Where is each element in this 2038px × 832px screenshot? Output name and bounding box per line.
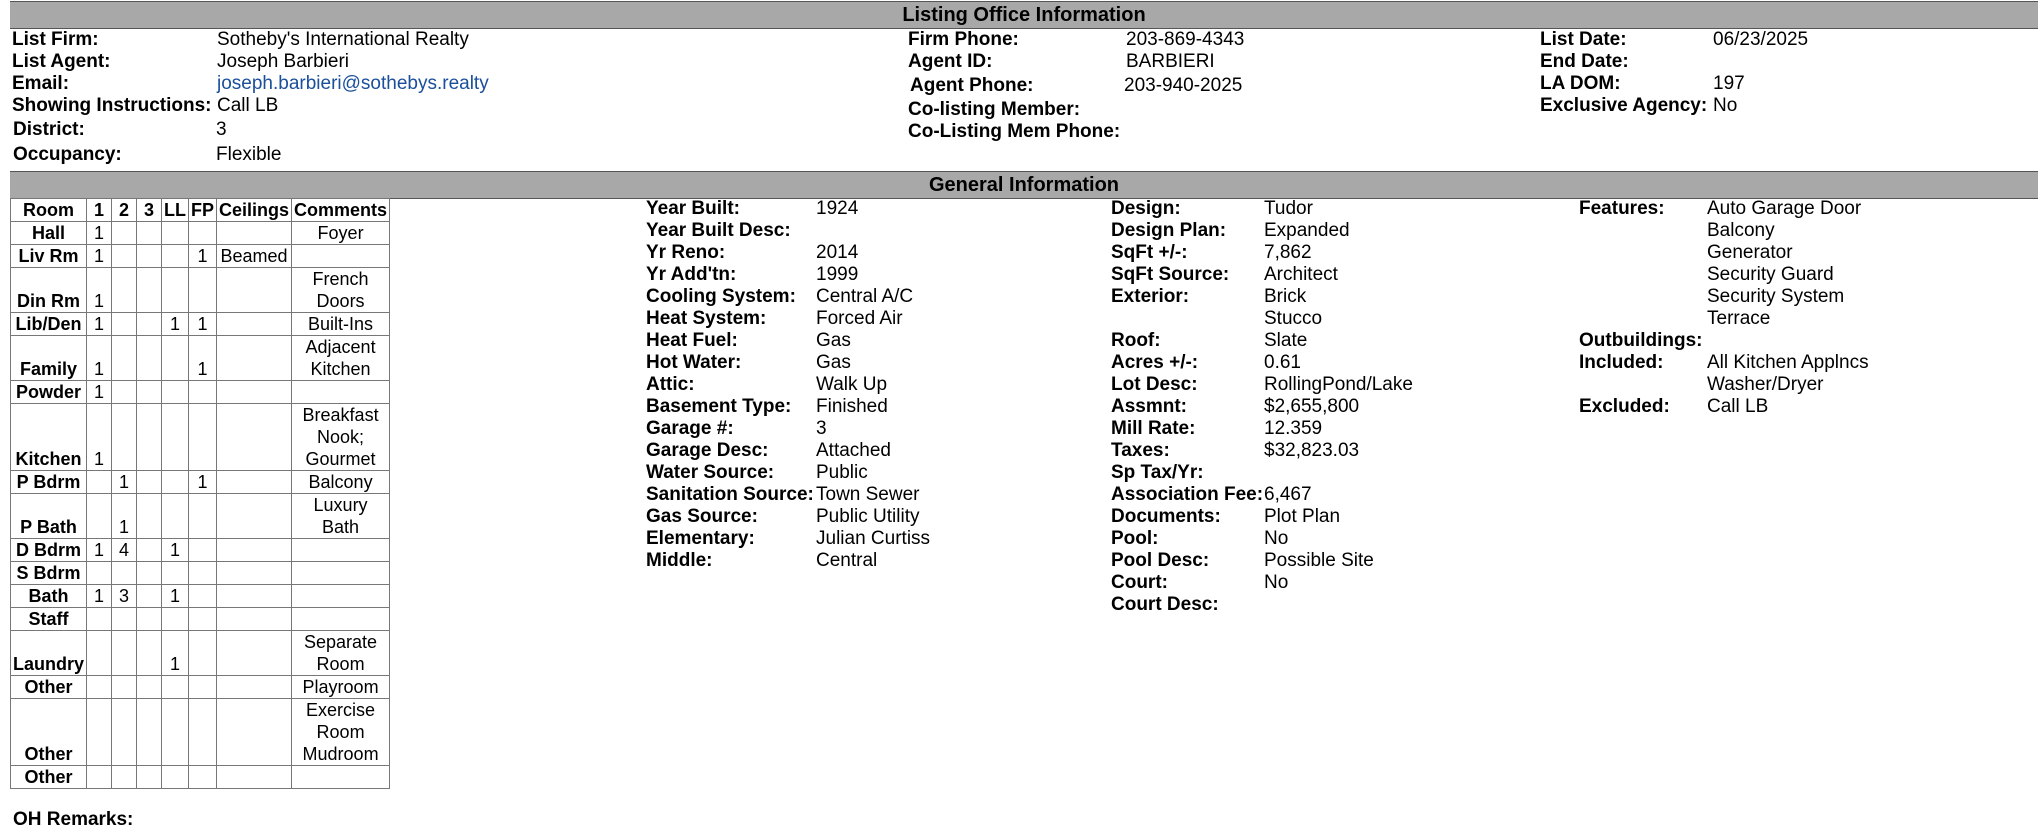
table-row (11, 404, 390, 471)
cell-level-1: 1 (87, 336, 112, 381)
cell-fireplace (189, 404, 217, 471)
field-label: SqFt +/-: (1111, 242, 1188, 263)
cell-level-2 (112, 608, 137, 631)
field-label: Cooling System: (646, 286, 796, 307)
cell-lower-level: 1 (162, 631, 189, 676)
cell-comments: Breakfast Nook; Gourmet (292, 404, 390, 471)
oh-remarks-label: OH Remarks: (13, 809, 134, 830)
cell-room: Lib/Den (11, 313, 87, 336)
field-label: Hot Water: (646, 352, 742, 373)
cell-level-3 (137, 631, 162, 676)
cell-level-1: 1 (87, 539, 112, 562)
cell-ceilings (217, 608, 292, 631)
cell-fireplace (189, 766, 217, 789)
firm-phone-label: Firm Phone: (908, 29, 1019, 50)
cell-lower-level (162, 268, 189, 313)
cell-fireplace (189, 608, 217, 631)
cell-room: Hall (11, 222, 87, 245)
field-label: Exterior: (1111, 286, 1190, 307)
cell-room: Din Rm (11, 268, 87, 313)
cell-ceilings (217, 404, 292, 471)
cell-level-3 (137, 222, 162, 245)
cell-level-2 (112, 562, 137, 585)
cell-level-2 (112, 381, 137, 404)
table-row (11, 608, 390, 631)
field-value: Generator (1707, 242, 1793, 263)
cell-fireplace (189, 676, 217, 699)
field-value: 7,862 (1264, 242, 1312, 263)
table-row (11, 539, 390, 562)
col-header-ceilings: Ceilings (217, 199, 292, 222)
field-value: Security System (1707, 286, 1845, 307)
field-label: Taxes: (1111, 440, 1170, 461)
cell-level-3 (137, 494, 162, 539)
cell-level-1 (87, 676, 112, 699)
field-value: No (1264, 528, 1289, 549)
cell-level-3 (137, 268, 162, 313)
col-header-comments: Comments (292, 199, 390, 222)
cell-level-1 (87, 471, 112, 494)
field-value: Brick (1264, 286, 1307, 307)
cell-level-1: 1 (87, 313, 112, 336)
field-value: 2014 (816, 242, 859, 263)
field-label: Court: (1111, 572, 1168, 593)
cell-lower-level (162, 676, 189, 699)
email-label: Email: (12, 73, 70, 94)
cell-level-1: 1 (87, 222, 112, 245)
cell-comments: Balcony (292, 471, 390, 494)
rooms-table (10, 198, 390, 789)
exclusive-agency-value: No (1713, 95, 1738, 116)
cell-level-2: 1 (112, 494, 137, 539)
email-link[interactable]: joseph.barbieri@sothebys.realty (217, 73, 489, 94)
cell-comments (292, 539, 390, 562)
cell-comments: French Doors (292, 268, 390, 313)
occupancy-label: Occupancy: (13, 144, 122, 165)
cell-lower-level (162, 245, 189, 268)
cell-comments (292, 585, 390, 608)
cell-level-1 (87, 562, 112, 585)
cell-level-2 (112, 631, 137, 676)
occupancy-value: Flexible (216, 144, 282, 165)
listing-office-header: Listing Office Information (10, 1, 2038, 29)
col-header-level-2: 2 (112, 199, 137, 222)
field-label: Lot Desc: (1111, 374, 1198, 395)
table-row (11, 585, 390, 608)
agent-id-label: Agent ID: (908, 51, 993, 72)
firm-phone-value: 203-869-4343 (1126, 29, 1245, 50)
field-value: Terrace (1707, 308, 1771, 329)
field-label: Documents: (1111, 506, 1221, 527)
agent-phone-label: Agent Phone: (910, 75, 1034, 96)
cell-ceilings (217, 539, 292, 562)
cell-room: Other (11, 766, 87, 789)
field-value: $2,655,800 (1264, 396, 1360, 417)
field-label: Court Desc: (1111, 594, 1219, 615)
field-value: 3 (816, 418, 827, 439)
field-value: Balcony (1707, 220, 1775, 241)
field-label: Yr Add'tn: (646, 264, 737, 285)
field-label: Yr Reno: (646, 242, 726, 263)
cell-comments (292, 381, 390, 404)
col-header-lower-level: LL (162, 199, 189, 222)
cell-comments: Exercise Room Mudroom (292, 699, 390, 766)
cell-ceilings (217, 471, 292, 494)
exclusive-agency-label: Exclusive Agency: (1540, 95, 1708, 116)
table-row (11, 245, 390, 268)
cell-ceilings (217, 313, 292, 336)
cell-comments: Foyer (292, 222, 390, 245)
field-value: Central (816, 550, 878, 571)
field-value: 12.359 (1264, 418, 1323, 439)
list-agent-label: List Agent: (12, 51, 111, 72)
field-label: Heat System: (646, 308, 767, 329)
la-dom-value: 197 (1713, 73, 1745, 94)
cell-room: Bath (11, 585, 87, 608)
cell-level-1: 1 (87, 381, 112, 404)
cell-level-2: 4 (112, 539, 137, 562)
field-label: Acres +/-: (1111, 352, 1199, 373)
field-label: Roof: (1111, 330, 1161, 351)
cell-level-2: 3 (112, 585, 137, 608)
cell-fireplace: 1 (189, 336, 217, 381)
cell-level-3 (137, 404, 162, 471)
cell-ceilings (217, 699, 292, 766)
cell-fireplace (189, 699, 217, 766)
table-row (11, 494, 390, 539)
col-header-level-3: 3 (137, 199, 162, 222)
cell-level-2: 1 (112, 471, 137, 494)
cell-lower-level (162, 608, 189, 631)
col-header-room: Room (11, 199, 87, 222)
list-agent-value: Joseph Barbieri (217, 51, 350, 72)
cell-comments (292, 608, 390, 631)
cell-fireplace (189, 494, 217, 539)
cell-level-1 (87, 631, 112, 676)
cell-level-2 (112, 268, 137, 313)
field-value: 6,467 (1264, 484, 1312, 505)
col-header-level-1: 1 (87, 199, 112, 222)
cell-room: D Bdrm (11, 539, 87, 562)
table-row (11, 222, 390, 245)
field-label: Association Fee: (1111, 484, 1264, 505)
field-label: Mill Rate: (1111, 418, 1196, 439)
field-label: Design: (1111, 198, 1181, 219)
cell-comments: Luxury Bath (292, 494, 390, 539)
cell-level-3 (137, 313, 162, 336)
cell-room: P Bath (11, 494, 87, 539)
field-label: Assmnt: (1111, 396, 1188, 417)
field-value: Walk Up (816, 374, 888, 395)
showing-instructions-label: Showing Instructions: (12, 95, 212, 116)
cell-level-1 (87, 494, 112, 539)
field-value: Central A/C (816, 286, 914, 307)
general-information-header: General Information (10, 171, 2038, 199)
cell-level-3 (137, 676, 162, 699)
field-label: Garage #: (646, 418, 734, 439)
cell-fireplace (189, 381, 217, 404)
field-label: Garage Desc: (646, 440, 769, 461)
cell-level-3 (137, 562, 162, 585)
cell-level-2 (112, 336, 137, 381)
cell-fireplace (189, 585, 217, 608)
field-value: Forced Air (816, 308, 903, 329)
cell-ceilings (217, 381, 292, 404)
field-label: SqFt Source: (1111, 264, 1230, 285)
cell-fireplace (189, 631, 217, 676)
table-row (11, 676, 390, 699)
cell-comments: Built-Ins (292, 313, 390, 336)
cell-lower-level: 1 (162, 313, 189, 336)
cell-comments (292, 562, 390, 585)
field-value: 0.61 (1264, 352, 1301, 373)
table-row (11, 631, 390, 676)
cell-ceilings (217, 268, 292, 313)
field-label: Pool: (1111, 528, 1159, 549)
field-value: Public (816, 462, 868, 483)
field-value: Architect (1264, 264, 1338, 285)
agent-phone-value: 203-940-2025 (1124, 75, 1243, 96)
table-row (11, 562, 390, 585)
district-label: District: (13, 119, 85, 140)
cell-room: Other (11, 676, 87, 699)
cell-level-1 (87, 766, 112, 789)
cell-level-1 (87, 608, 112, 631)
cell-lower-level (162, 494, 189, 539)
field-label: Year Built Desc: (646, 220, 791, 241)
cell-level-2 (112, 222, 137, 245)
field-value: All Kitchen Applncs (1707, 352, 1869, 373)
field-value: Plot Plan (1264, 506, 1341, 527)
cell-level-3 (137, 766, 162, 789)
table-row (11, 381, 390, 404)
field-value: Gas (816, 330, 851, 351)
cell-level-2 (112, 699, 137, 766)
cell-ceilings (217, 676, 292, 699)
cell-fireplace (189, 562, 217, 585)
field-value: Stucco (1264, 308, 1323, 329)
field-label: Basement Type: (646, 396, 792, 417)
cell-level-2 (112, 676, 137, 699)
table-row (11, 699, 390, 766)
table-row (11, 336, 390, 381)
cell-fireplace (189, 222, 217, 245)
field-label: Design Plan: (1111, 220, 1227, 241)
la-dom-label: LA DOM: (1540, 73, 1621, 94)
cell-fireplace (189, 539, 217, 562)
cell-room: Other (11, 699, 87, 766)
field-label: Gas Source: (646, 506, 758, 527)
field-value: Call LB (1707, 396, 1769, 417)
field-value: RollingPond/Lake (1264, 374, 1413, 395)
cell-room: S Bdrm (11, 562, 87, 585)
list-firm-label: List Firm: (12, 29, 99, 50)
cell-room: Staff (11, 608, 87, 631)
list-date-value: 06/23/2025 (1713, 29, 1809, 50)
field-value: Julian Curtiss (816, 528, 931, 549)
field-value: Town Sewer (816, 484, 920, 505)
cell-ceilings (217, 222, 292, 245)
field-value: No (1264, 572, 1289, 593)
cell-level-2 (112, 245, 137, 268)
field-value: Attached (816, 440, 891, 461)
cell-room: Family (11, 336, 87, 381)
cell-level-3 (137, 471, 162, 494)
field-value: Public Utility (816, 506, 920, 527)
cell-lower-level (162, 381, 189, 404)
col-header-fireplace: FP (189, 199, 217, 222)
cell-level-2 (112, 766, 137, 789)
colisting-phone-label: Co-Listing Mem Phone: (908, 121, 1121, 142)
cell-ceilings (217, 336, 292, 381)
field-label: Outbuildings: (1579, 330, 1703, 351)
field-label: Sp Tax/Yr: (1111, 462, 1204, 483)
cell-ceilings (217, 494, 292, 539)
cell-fireplace: 1 (189, 471, 217, 494)
field-label: Pool Desc: (1111, 550, 1210, 571)
rooms-header-row (11, 199, 390, 222)
cell-ceilings (217, 631, 292, 676)
cell-lower-level (162, 471, 189, 494)
cell-lower-level (162, 699, 189, 766)
cell-level-2 (112, 404, 137, 471)
cell-room: Liv Rm (11, 245, 87, 268)
cell-ceilings: Beamed (217, 245, 292, 268)
cell-room: Powder (11, 381, 87, 404)
cell-comments (292, 766, 390, 789)
table-row (11, 471, 390, 494)
cell-ceilings (217, 562, 292, 585)
cell-ceilings (217, 585, 292, 608)
cell-level-1 (87, 699, 112, 766)
field-value: $32,823.03 (1264, 440, 1360, 461)
field-value: Possible Site (1264, 550, 1374, 571)
field-label: Elementary: (646, 528, 755, 549)
field-value: Security Guard (1707, 264, 1834, 285)
field-value: Finished (816, 396, 888, 417)
cell-comments: Adjacent Kitchen (292, 336, 390, 381)
list-firm-value: Sotheby's International Realty (217, 29, 469, 50)
end-date-label: End Date: (1540, 51, 1629, 72)
field-label: Attic: (646, 374, 695, 395)
field-label: Excluded: (1579, 396, 1670, 417)
cell-room: P Bdrm (11, 471, 87, 494)
field-value: Tudor (1264, 198, 1313, 219)
cell-comments (292, 245, 390, 268)
field-label: Middle: (646, 550, 713, 571)
field-label: Features: (1579, 198, 1665, 219)
field-value: 1924 (816, 198, 859, 219)
field-label: Included: (1579, 352, 1664, 373)
cell-comments: Playroom (292, 676, 390, 699)
district-value: 3 (216, 119, 227, 140)
field-label: Sanitation Source: (646, 484, 814, 505)
cell-fireplace (189, 268, 217, 313)
agent-id-value: BARBIERI (1126, 51, 1215, 72)
table-row (11, 766, 390, 789)
cell-level-1: 1 (87, 268, 112, 313)
field-value: 1999 (816, 264, 859, 285)
field-value: Gas (816, 352, 851, 373)
colisting-member-label: Co-listing Member: (908, 99, 1081, 120)
field-value: Auto Garage Door (1707, 198, 1862, 219)
cell-level-3 (137, 608, 162, 631)
table-row (11, 313, 390, 336)
table-row (11, 268, 390, 313)
cell-lower-level (162, 222, 189, 245)
cell-lower-level (162, 766, 189, 789)
cell-fireplace: 1 (189, 245, 217, 268)
cell-level-2 (112, 313, 137, 336)
cell-ceilings (217, 766, 292, 789)
cell-lower-level (162, 336, 189, 381)
cell-level-3 (137, 245, 162, 268)
cell-fireplace: 1 (189, 313, 217, 336)
field-value: Washer/Dryer (1707, 374, 1824, 395)
cell-level-3 (137, 381, 162, 404)
cell-lower-level: 1 (162, 539, 189, 562)
field-label: Water Source: (646, 462, 775, 483)
showing-instructions-value: Call LB (217, 95, 279, 116)
cell-level-1: 1 (87, 585, 112, 608)
cell-level-1: 1 (87, 245, 112, 268)
cell-lower-level: 1 (162, 585, 189, 608)
cell-room: Laundry (11, 631, 87, 676)
field-label: Heat Fuel: (646, 330, 738, 351)
cell-level-3 (137, 539, 162, 562)
cell-level-1: 1 (87, 404, 112, 471)
cell-room: Kitchen (11, 404, 87, 471)
cell-comments: Separate Room (292, 631, 390, 676)
cell-level-3 (137, 699, 162, 766)
list-date-label: List Date: (1540, 29, 1627, 50)
cell-level-3 (137, 585, 162, 608)
cell-lower-level (162, 562, 189, 585)
field-label: Year Built: (646, 198, 740, 219)
field-value: Expanded (1264, 220, 1350, 241)
cell-lower-level (162, 404, 189, 471)
cell-level-3 (137, 336, 162, 381)
field-value: Slate (1264, 330, 1308, 351)
